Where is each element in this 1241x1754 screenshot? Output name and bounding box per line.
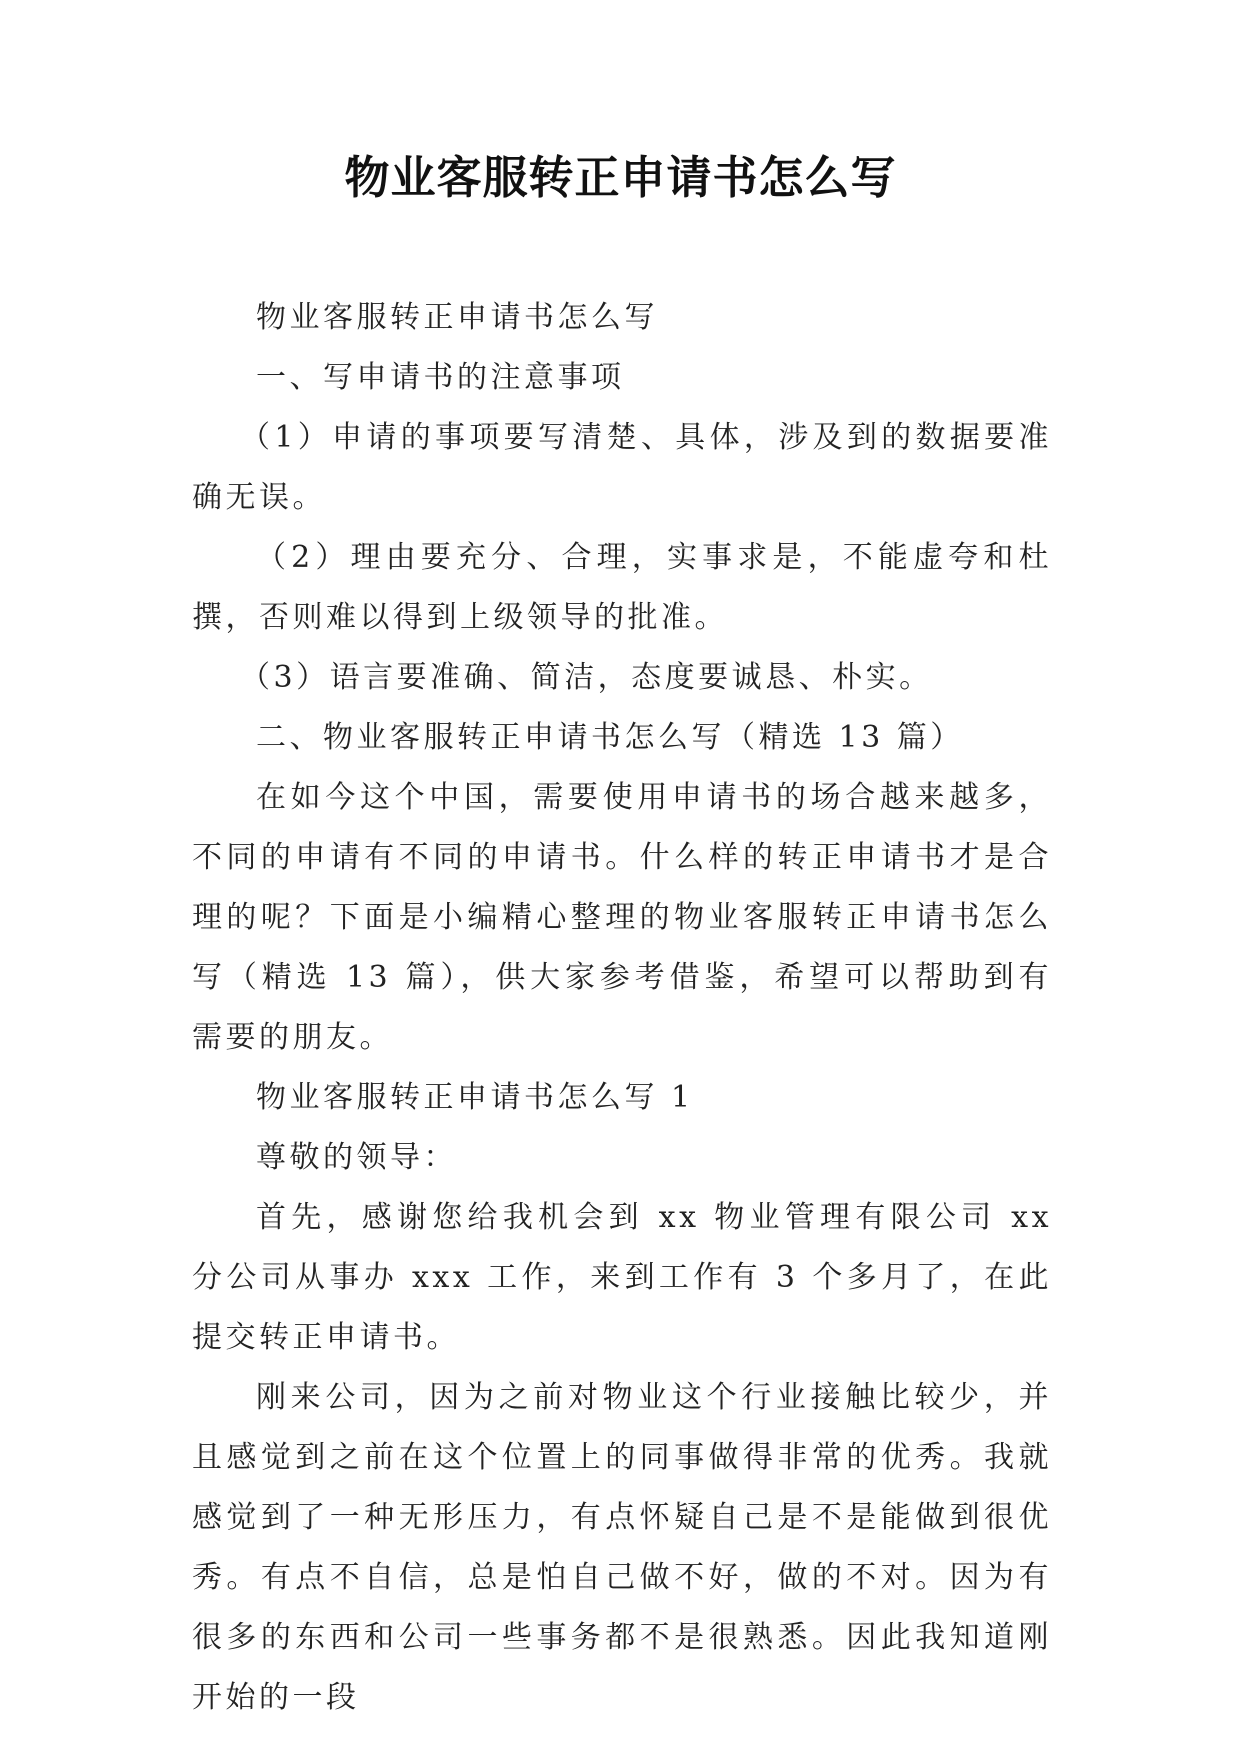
paragraph-body-2: 刚来公司，因为之前对物业这个行业接触比较少，并且感觉到之前在这个位置上的同事做得非常的优秀。我就感觉到了一种无形压力，有点怀疑自己是不是能做到很优秀。有点不自信，总是怕自己做不好，做的不对。因为有很多的东西和公司一些事务都不是很熟悉。因此我知道刚开始的一段 [192, 1380, 1052, 1715]
paragraph-sample-heading: 物业客服转正申请书怎么写 1 [256, 1080, 694, 1115]
paragraph-subtitle: 物业客服转正申请书怎么写 [256, 300, 658, 335]
paragraph-intro: 在如今这个中国，需要使用申请书的场合越来越多，不同的申请有不同的申请书。什么样的转正申请书才是合理的呢？下面是小编精心整理的物业客服转正申请书怎么写（精选 13 篇），供大家参考借鉴，希望可以帮助到有需要的朋友。 [192, 780, 1052, 1055]
paragraph-note-3: （3）语言要准确、简洁，态度要诚恳、朴实。 [240, 660, 933, 695]
paragraph-section-heading-1: 一、写申请书的注意事项 [256, 360, 625, 395]
paragraph-body-1: 首先，感谢您给我机会到 xx 物业管理有限公司 xx 分公司从事办 xxx 工作，来到工作有 3 个多月了，在此提交转正申请书。 [192, 1200, 1052, 1355]
paragraph-section-heading-2: 二、物业客服转正申请书怎么写（精选 13 篇） [256, 720, 964, 755]
paragraph-note-1: （1）申请的事项要写清楚、具体，涉及到的数据要准确无误。 [192, 420, 1052, 515]
paragraph-salutation: 尊敬的领导： [256, 1140, 457, 1175]
paragraph-note-2: （2）理由要充分、合理，实事求是，不能虚夸和杜撰，否则难以得到上级领导的批准。 [192, 540, 1052, 635]
document-body [192, 288, 1052, 1728]
document-title: 物业客服转正申请书怎么写 [344, 151, 897, 204]
